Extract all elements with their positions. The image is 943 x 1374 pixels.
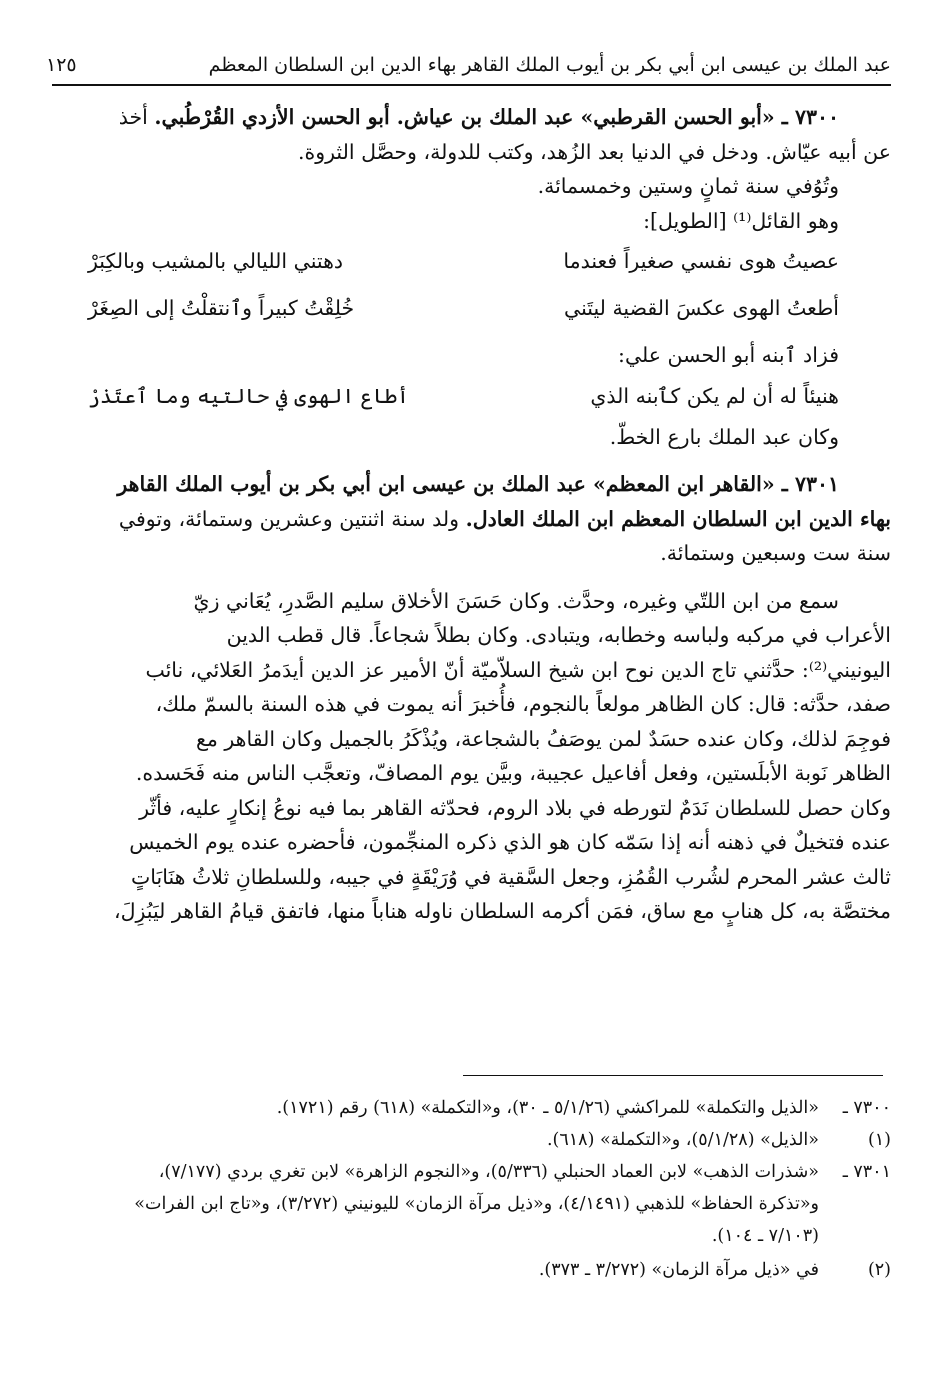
page-number: ١٢٥ [46,54,77,76]
verse-3 [48,373,891,420]
running-head [46,36,891,76]
footnote-text: «الذيل والتكملة» للمراكشي (٥/١/٢٦ ـ ٣٠)، و«التكملة» (٦١٨) رقم (١٧٢١). [276,1098,819,1118]
verse-1 [48,238,891,285]
verse-2-second-hemistich: خُلِقْتُ كبيراً وٱنتقلْتُ إلى الصِغَرْ [88,296,355,321]
running-title: عبد الملك بن عيسى ابن أبي بكر بن أيوب الملك القاهر بهاء الدين ابن السلطان المعظم [208,54,891,76]
entry-7300-son-intro: فزاد ٱبنه أبو الحسن علي: [618,343,839,367]
entry-7301-para-line: مختصَّة به، كل هنابٍ مع ساق، فمَن أكرمه السلطان ناوله هناباً منها، فاتفق قيامُ القاهر ليَبُزِلَ، [113,899,891,923]
entry-7301-title: ٧٣٠١ ـ «القاهر ابن المعظم» عبد الملك بن عيسى ابن أبي بكر بن أيوب الملك القاهر [117,472,839,496]
entry-7301-para-line: اليونيني⁽²⁾: حدَّثني تاج الدين نوح ابن شيخ السلاّميّة أنّ الأمير عز الدين أيدَمرُ العَلائي، نائب [145,657,891,682]
entry-7301-para-line: ثالث عشر المحرم لشُرب القُمُزِ، وجعل السَّقية في وُرَيْقَةٍ في جيبه، وللسلطانِ ثلاثُ هنَابَاتٍ [130,864,891,889]
verse-2 [48,285,891,332]
entry-7301-para-line: فوجِمَ لذلك، وكان عنده حسَدٌ لمن يوصَفُ بالشجاعة، ويُذْكَرُ بالجميل وكان القاهر مع [195,726,891,751]
verse-1-first-hemistich: عصيتُ هوى نفسي صغيراً فعندما [563,249,839,274]
verse-1-second-hemistich: دهتني الليالي بالمشيب وبالكِبَرْ [88,249,344,274]
footnote-rule [463,1075,883,1076]
footnote-number: (١) [867,1130,891,1150]
entry-7301-para-line: صفد، حدَّثه: قال: كان الظاهر مولعاً بالنجوم، فأُخبرَ أنه يموت في هذه السنة بالسمّ ملك، [155,692,891,716]
entry-7301-title-cont: بهاء الدين ابن السلطان المعظم ابن الملك العادل. [465,506,891,531]
footnote-7301-cont: (٧/١٠٣ ـ ١٠٤). [711,1226,819,1246]
entry-7301-death: سنة ست وسبعين وستمائة. [660,541,891,565]
entry-7300-death: وتُوُفي سنة ثمانٍ وستين وخمسمائة. [537,174,839,198]
footnote-number: (٢) [867,1260,891,1280]
verse-3-second-hemistich: أطاع الهوى في حالتيه وما ٱعتَذرْ [88,383,409,408]
entry-7301-para-line: عنده فتخيلٌ في ذهنه أنه إذا سَمّه كان هو الذي ذكره المنجِّمون، فأحضره عنده يوم الخميس [129,830,891,854]
footnote-7301-cont: و«تذكرة الحفاظ» للذهبي (٤/١٤٩١)، و«ذيل مرآة الزمان» لليونيني (٣/٢٧٢)، و«تاج ابن الفرات» [134,1194,819,1214]
footnote-number: ٧٣٠١ ـ [842,1162,891,1182]
entry-7300-closing: وكان عبد الملك بارع الخطّ. [609,424,839,449]
header-rule [52,84,891,86]
footnote-7301 [48,1156,891,1188]
entry-7300-poem-intro: وهو القائل⁽¹⁾ [الطويل]: [643,208,839,233]
main-text [48,100,891,929]
footnote-2 [48,1254,891,1286]
footnote-number: ٧٣٠٠ ـ [842,1098,891,1118]
entry-7300-title: ٧٣٠٠ ـ «أبو الحسن القرطبي» عبد الملك بن عياش. أبو الحسن الأزدي القُرْطُبي. [154,105,839,129]
entry-7300-heading: ٧٣٠٠ ـ «أبو الحسن القرطبي» عبد الملك بن عياش. أبو الحسن الأزدي القُرْطُبي. أخذ [118,105,839,129]
footnotes [48,1092,891,1286]
entry-7301-heading [48,467,891,502]
entry-7301-line: بهاء الدين ابن السلطان المعظم ابن الملك العادل. ولد سنة اثنتين وعشرين وستمائة، وتوفي [118,506,891,531]
entry-7301-para-line: سمع من ابن اللتّي وغيره، وحدَّث. وكان حَسَنَ الأخلاق سليم الصَّدرِ، يُعَاني زيّ [193,588,839,613]
footnote-text: في «ذيل مرآة الزمان» (٣/٢٧٢ ـ ٣٧٣). [538,1260,819,1280]
entry-7300-line: عن أبيه عيّاش. ودخل في الدنيا بعد الزُهد، وكتب للدولة، وحصَّل الثروة. [297,139,891,164]
entry-7301-para-line: الظاهر نَوبة الأبلَستين، وفعل أفاعيل عجيبة، وبيَّن يوم المصافّ، وتعجَّب الناس منه فَحَسده. [135,761,891,785]
verse-3-first-hemistich: هنيئاً له أن لم يكن كٱبنه الذي [590,383,839,408]
verse-2-first-hemistich: أطعتُ الهوى عكسَ القضية ليتَني [564,296,839,321]
footnote-7300 [48,1092,891,1124]
entry-7301-para-line: وكان حصل للسلطان نَدَمٌ لتورطه في بلاد الروم، فحدّثه القاهر بما فيه نوعُ إنكارٍ عليه، فأثّر [139,795,891,820]
entry-7301-para-line: الأعراب في مركبه ولباسه وخطابه، ويتبادى. وكان بطلاً شجاعاً. قال قطب الدين [226,623,891,647]
footnote-text: «شذرات الذهب» لابن العماد الحنبلي (٥/٣٣٦)، و«النجوم الزاهرة» لابن تغري بردي (٧/١٧٧)، [158,1162,819,1182]
footnote-text: «الذيل» (٥/١/٢٨)، و«التكملة» (٦١٨). [546,1130,819,1150]
footnote-1 [48,1124,891,1156]
